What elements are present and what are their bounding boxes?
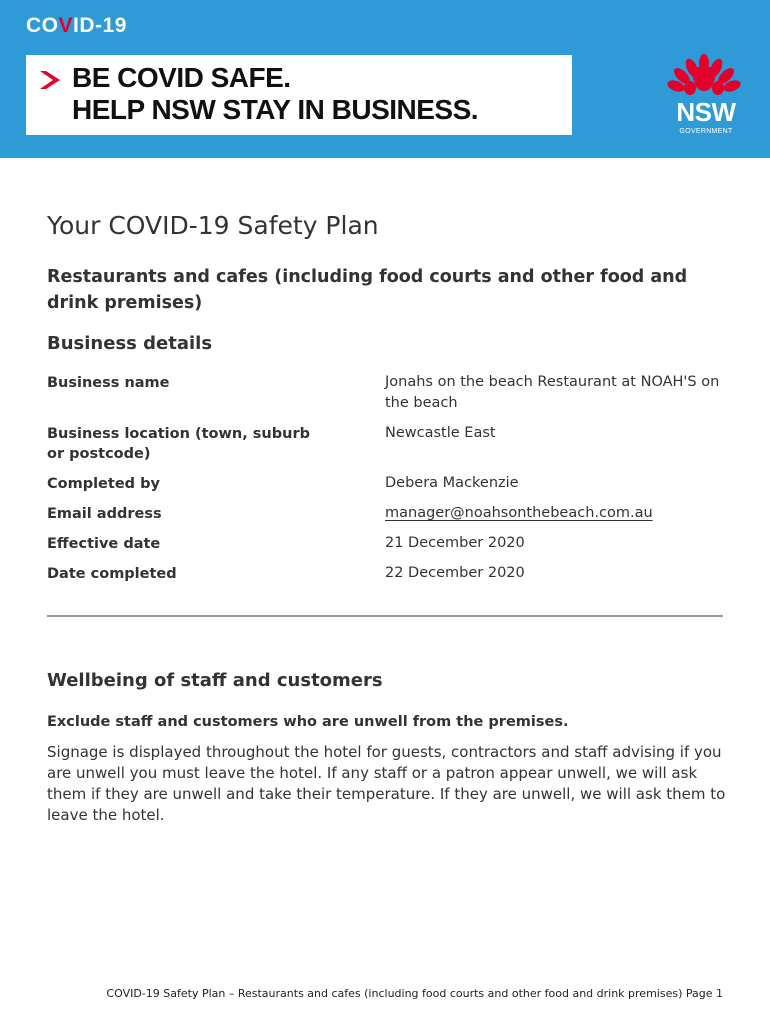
page-header [0, 0, 770, 158]
business-name-label: Business name [47, 375, 170, 391]
nsw-government-text: GOVERNMENT [679, 128, 733, 135]
wellbeing-paragraph: Signage is displayed throughout the hotel for guests, contractors and staff advising if you are unwell you must leave the hotel. If any staff or a patron appear unwell, we will ask them if they are unwell and take their temperature. If they are unwell, we will ask them to leave the hotel. [47, 743, 726, 824]
wellbeing-heading: Wellbeing of staff and customers [47, 670, 383, 691]
effective-date-value: 21 December 2020 [385, 535, 525, 551]
email-address-value [385, 503, 730, 524]
page-subtitle: Restaurants and cafes (including food courts and other food and drink premises) [47, 267, 688, 313]
banner-line-1: BE COVID SAFE. [72, 62, 291, 93]
wellbeing-subheading: Exclude staff and customers who are unwell from the premises. [47, 714, 569, 730]
page-footer: COVID-19 Safety Plan – Restaurants and cafes (including food courts and other food and drink premises) Page 1 [106, 987, 723, 1000]
business-location-value: Newcastle East [385, 425, 496, 441]
completed-by-label: Completed by [47, 476, 160, 492]
effective-date-label: Effective date [47, 536, 161, 552]
section-divider [47, 615, 723, 617]
nsw-logo-text: NSW [676, 97, 736, 127]
business-location-label: Business location (town, suburb or postcode) [47, 426, 310, 462]
email-link[interactable]: manager@noahsonthebeach.com.au [385, 505, 653, 521]
banner-line-2: HELP NSW STAY IN BUSINESS. [72, 94, 479, 125]
covid-19-label: COVID-19 [26, 14, 127, 37]
page-title: Your COVID-19 Safety Plan [47, 211, 379, 240]
business-name-value: Jonahs on the beach Restaurant at NOAH'S on the beach [385, 374, 720, 411]
date-completed-label: Date completed [47, 566, 177, 582]
date-completed-value: 22 December 2020 [385, 565, 525, 581]
completed-by-value: Debera Mackenzie [385, 475, 519, 491]
business-details-heading: Business details [47, 333, 213, 354]
be-covid-safe-banner [26, 55, 572, 135]
email-address-label: Email address [47, 506, 162, 522]
chevron-right-icon [40, 69, 62, 91]
